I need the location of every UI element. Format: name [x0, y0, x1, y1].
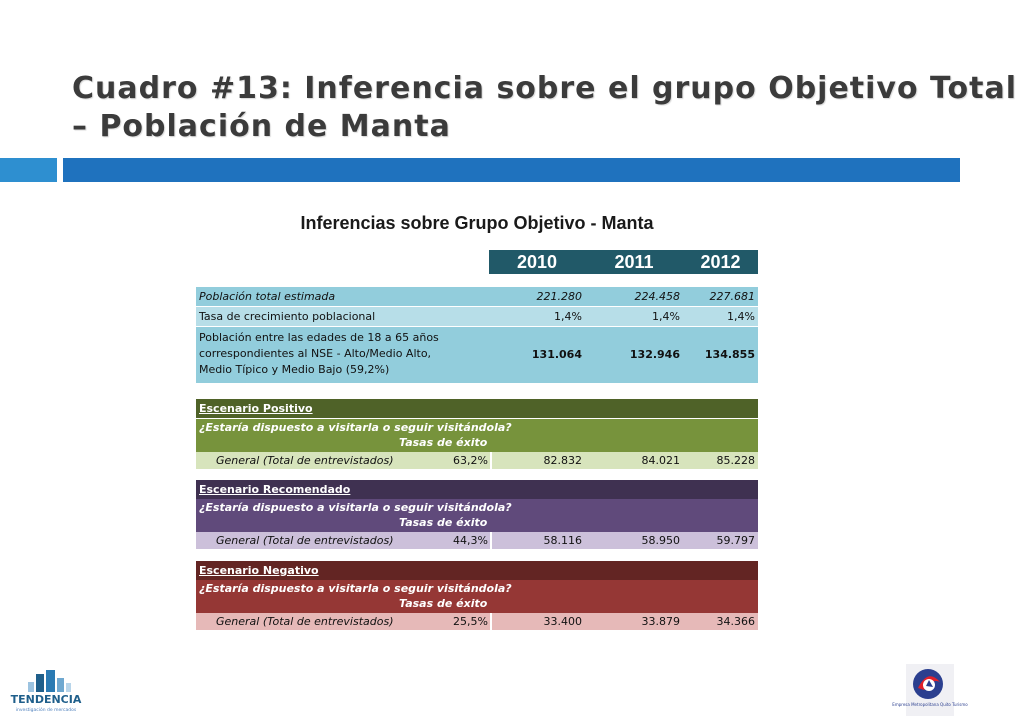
scenario-positivo-question: [196, 419, 758, 452]
scenario-negativo-general-row: [196, 613, 758, 630]
table-row-poblacion-nse: [196, 327, 758, 383]
slide-title-line-1: Cuadro #13: Inferencia sobre el grupo Objetivo Total: [72, 71, 1017, 106]
scenario-subheader: Tasas de éxito: [399, 516, 488, 529]
scenario-name: Escenario Negativo: [199, 564, 319, 577]
cell-value: 221.280: [536, 290, 582, 303]
cell-value: 227.681: [709, 290, 755, 303]
cell-value: 131.064: [531, 348, 582, 361]
cell-value: 1,4%: [554, 310, 582, 323]
cell-value: 134.855: [704, 348, 755, 361]
row-label: Población total estimada: [199, 290, 336, 303]
building-skyline-icon: [6, 670, 86, 716]
success-rate: 44,3%: [453, 534, 488, 547]
row-label: [199, 330, 479, 378]
cell-value: 84.021: [641, 454, 680, 467]
general-label: General (Total de entrevistados): [216, 454, 394, 467]
scenario-recomendado-general-row: [196, 532, 758, 549]
success-rate: 25,5%: [453, 615, 488, 628]
scenario-name: Escenario Positivo: [199, 402, 313, 415]
row-label-line: Población entre las edades de 18 a 65 años: [199, 331, 439, 344]
cell-value: 82.832: [543, 454, 582, 467]
title-rule-left: [0, 158, 57, 182]
slide-title-line-2: – Población de Manta: [72, 109, 451, 144]
row-label-line: correspondientes al NSE - Alto/Medio Alto,: [199, 347, 432, 360]
cell-value: 132.946: [629, 348, 680, 361]
cell-value: 58.116: [543, 534, 582, 547]
scenario-question: ¿Estaría dispuesto a visitarla o seguir visitándola?: [199, 501, 512, 514]
cell-value: 33.400: [543, 615, 582, 628]
scenario-subheader: Tasas de éxito: [399, 597, 488, 610]
scenario-question: ¿Estaría dispuesto a visitarla o seguir visitándola?: [199, 421, 512, 434]
cell-value: 224.458: [634, 290, 680, 303]
scenario-recomendado-header: [196, 480, 758, 499]
scenario-recomendado-question: [196, 499, 758, 532]
scenario-negativo-question: [196, 580, 758, 613]
cell-value: 34.366: [716, 615, 755, 628]
tendencia-logo-text: TENDENCIA: [10, 693, 82, 706]
scenario-positivo-header: [196, 399, 758, 418]
cell-value: 58.950: [641, 534, 680, 547]
quito-turismo-emblem-icon: [892, 664, 968, 716]
cell-value: 1,4%: [652, 310, 680, 323]
scenario-name: Escenario Recomendado: [199, 483, 351, 496]
scenario-positivo-general-row: [196, 452, 758, 469]
slide-title: [72, 70, 1017, 146]
quito-turismo-logo-text: Empresa Metropolitana Quito Turismo: [892, 702, 968, 707]
success-rate: 63,2%: [453, 454, 488, 467]
cell-value: 85.228: [716, 454, 755, 467]
table-title: Inferencias sobre Grupo Objetivo - Manta: [300, 213, 654, 233]
scenario-negativo-header: [196, 561, 758, 580]
scenario-subheader: Tasas de éxito: [399, 436, 488, 449]
cell-value: 1,4%: [727, 310, 755, 323]
title-rule-right: [63, 158, 960, 182]
table-row-poblacion-total: [196, 287, 758, 306]
year-header-2011: 2011: [614, 252, 654, 272]
table-row-tasa-crecimiento: [196, 307, 758, 326]
scenario-question: ¿Estaría dispuesto a visitarla o seguir visitándola?: [199, 582, 512, 595]
tendencia-logo: [6, 670, 86, 716]
row-label: Tasa de crecimiento poblacional: [199, 310, 376, 323]
row-label-line: Medio Típico y Medio Bajo (59,2%): [199, 363, 390, 376]
cell-value: 33.879: [641, 615, 680, 628]
year-header-2010: 2010: [516, 252, 558, 272]
year-header-2012: 2012: [700, 252, 741, 272]
year-header: [489, 250, 758, 274]
general-label: General (Total de entrevistados): [216, 615, 394, 628]
tendencia-logo-subtext: investigación de mercados: [15, 708, 77, 713]
quito-turismo-logo: [892, 664, 968, 716]
cell-value: 59.797: [716, 534, 755, 547]
general-label: General (Total de entrevistados): [216, 534, 394, 547]
